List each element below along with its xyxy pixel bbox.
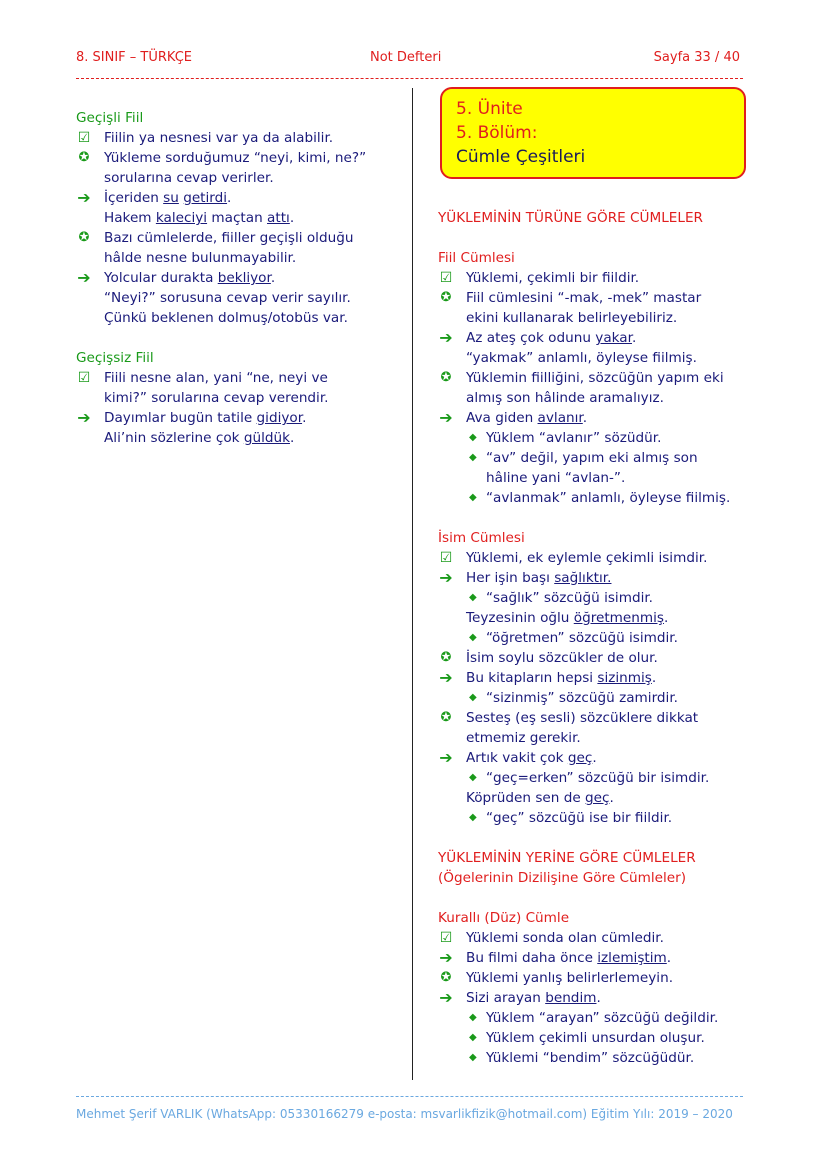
arrow-icon: ➔ — [439, 568, 453, 587]
sub-item: ◆ “geç=erken” sözcüğü bir isimdir. — [469, 770, 710, 786]
left-column — [76, 108, 406, 448]
list-item: ✪ Yükleme sorduğumuz “neyi, kimi, ne?” sorularına cevap verirler. — [76, 148, 406, 188]
list-item: ✪ İsim soylu sözcükler de olur. — [438, 648, 768, 668]
heading-fiil-cumlesi: Fiil Cümlesi — [438, 250, 515, 266]
heading-isim-cumlesi: İsim Cümlesi — [438, 530, 525, 546]
heading-section-2: YÜKLEMİNİN YERİNE GÖRE CÜMLELER — [438, 850, 696, 866]
checkbox-icon: ☑ — [439, 930, 453, 946]
diamond-icon: ◆ — [469, 692, 477, 703]
arrow-icon: ➔ — [77, 188, 91, 207]
list-item: ➔ Dayımlar bugün tatile gidiyor. Ali’nin sözlerine çok güldük. — [77, 408, 307, 446]
heading-kurali-cumle: Kurallı (Düz) Cümle — [438, 910, 570, 926]
diamond-icon: ◆ — [469, 772, 477, 783]
sub-item: ◆ Yüklem “arayan” sözcüğü değildir. — [469, 1010, 719, 1026]
unit-title: 5. Ünite — [456, 99, 523, 119]
arrow-icon: ➔ — [439, 408, 453, 427]
list-item: ➔ Sizi arayan bendim. — [439, 988, 601, 1007]
list-item: ➔ Az ateş çok odunu yakar. “yakmak” anlamlı, öyleyse fiilmiş. — [439, 328, 697, 366]
list-item: ➔ Yolcular durakta bekliyor. “Neyi?” sorusuna cevap verir sayılır. Çünkü beklenen dolmuş/otobüs var. — [77, 268, 351, 326]
sub-item: ◆ “av” değil, yapım eki almış son hâline yani “avlan-”. — [469, 450, 698, 486]
sub-item: ◆ “avlanmak” anlamlı, öyleyse fiilmiş. — [469, 490, 731, 506]
list-item: ✪ Fiil cümlesini “-mak, -mek” mastar ekini kullanarak belirleyebiliriz. — [438, 288, 768, 328]
list-item: ✪ Sesteş (eş sesli) sözcüklere dikkat etmemiz gerekir. — [438, 708, 768, 748]
star-icon: ✪ — [440, 370, 452, 385]
checkbox-icon: ☑ — [77, 370, 91, 386]
heading-section-2-sub: (Ögelerinin Dizilişine Göre Cümleler) — [438, 870, 687, 886]
diamond-icon: ◆ — [469, 492, 477, 503]
topic-title: Cümle Çeşitleri — [456, 147, 586, 167]
checkbox-icon: ☑ — [77, 130, 91, 146]
diamond-icon: ◆ — [469, 632, 477, 643]
list-item: ➔ Artık vakit çok geç. — [439, 748, 597, 767]
footer-divider — [76, 1096, 743, 1097]
list-item: ☑ Fiilin ya nesnesi var ya da alabilir. — [77, 130, 334, 146]
footer: Mehmet Şerif VARLIK (WhatsApp: 05330166279 e-posta: msvarlikfizik@hotmail.com) Eğitim Yılı: 2019 – 2020 — [76, 1107, 733, 1121]
arrow-icon: ➔ — [439, 668, 453, 687]
unit-box — [440, 87, 746, 179]
example-line: Köprüden sen de geç. — [466, 790, 614, 806]
list-item: ➔ Her işin başı sağlıktır. — [439, 568, 612, 587]
list-item: ➔ Bu filmi daha önce izlemiştim. — [439, 948, 672, 967]
list-item: ☑ Fiili nesne alan, yani “ne, neyi ve kimi?” sorularına cevap verendir. — [77, 370, 329, 406]
diamond-icon: ◆ — [469, 812, 477, 823]
sub-item: ◆ Yüklemi “bendim” sözcüğüdür. — [469, 1050, 695, 1066]
header-right: Sayfa 33 / 40 — [653, 50, 740, 65]
header-left: 8. SINIF – TÜRKÇE — [76, 50, 193, 65]
example-line: Teyzesinin oğlu öğretmenmiş. — [466, 610, 669, 626]
diamond-icon: ◆ — [469, 1052, 477, 1063]
arrow-icon: ➔ — [439, 748, 453, 767]
heading-gecissiz: Geçişsiz Fiil — [76, 350, 154, 366]
star-icon: ✪ — [78, 230, 90, 245]
right-column — [438, 208, 768, 1068]
page-header — [76, 50, 740, 70]
list-item: ➔ Ava giden avlanır. — [439, 408, 588, 427]
diamond-icon: ◆ — [469, 1012, 477, 1023]
heading-section-1: YÜKLEMİNİN TÜRÜNE GÖRE CÜMLELER — [438, 210, 703, 226]
arrow-icon: ➔ — [77, 268, 91, 287]
arrow-icon: ➔ — [439, 988, 453, 1007]
star-icon: ✪ — [440, 290, 452, 305]
list-item: ✪ Yüklemin fiilliğini, sözcüğün yapım eki almış son hâlinde aramalıyız. — [438, 368, 768, 408]
checkbox-icon: ☑ — [439, 270, 453, 286]
star-icon: ✪ — [440, 650, 452, 665]
star-icon: ✪ — [440, 970, 452, 985]
list-item: ☑ Yüklemi, çekimli bir fiildir. — [439, 270, 640, 286]
diamond-icon: ◆ — [469, 452, 477, 463]
list-item: ➔ Bu kitapların hepsi sizinmiş. — [439, 668, 657, 687]
list-item: ➔ İçeriden su getirdi. Hakem kaleciyi maçtan attı. — [77, 188, 295, 226]
column-divider — [412, 88, 413, 1080]
diamond-icon: ◆ — [469, 1032, 477, 1043]
list-item: ✪ Bazı cümlelerde, fiiller geçişli olduğu hâlde nesne bulunmayabilir. — [76, 228, 406, 268]
header-center: Not Defteri — [370, 50, 442, 65]
list-item: ☑ Yüklemi, ek eylemle çekimli isimdir. — [439, 550, 708, 566]
star-icon: ✪ — [440, 710, 452, 725]
section-title: 5. Bölüm: — [456, 123, 538, 143]
sub-item: ◆ Yüklem çekimli unsurdan oluşur. — [469, 1030, 705, 1046]
arrow-icon: ➔ — [439, 328, 453, 347]
checkbox-icon: ☑ — [439, 550, 453, 566]
arrow-icon: ➔ — [77, 408, 91, 427]
diamond-icon: ◆ — [469, 432, 477, 443]
sub-item: ◆ “geç” sözcüğü ise bir fiildir. — [469, 810, 673, 826]
heading-gecisli: Geçişli Fiil — [76, 110, 144, 126]
list-item: ✪ Yüklemi yanlış belirlerlemeyin. — [438, 968, 768, 988]
arrow-icon: ➔ — [439, 948, 453, 967]
star-icon: ✪ — [78, 150, 90, 165]
sub-item: ◆ Yüklem “avlanır” sözüdür. — [469, 430, 662, 446]
diamond-icon: ◆ — [469, 592, 477, 603]
sub-item: ◆ “sizinmiş” sözcüğü zamirdir. — [469, 690, 678, 706]
list-item: ☑ Yüklemi sonda olan cümledir. — [439, 930, 664, 946]
sub-item: ◆ “sağlık” sözcüğü isimdir. — [469, 590, 654, 606]
header-divider — [76, 78, 743, 79]
sub-item: ◆ “öğretmen” sözcüğü isimdir. — [469, 630, 678, 646]
